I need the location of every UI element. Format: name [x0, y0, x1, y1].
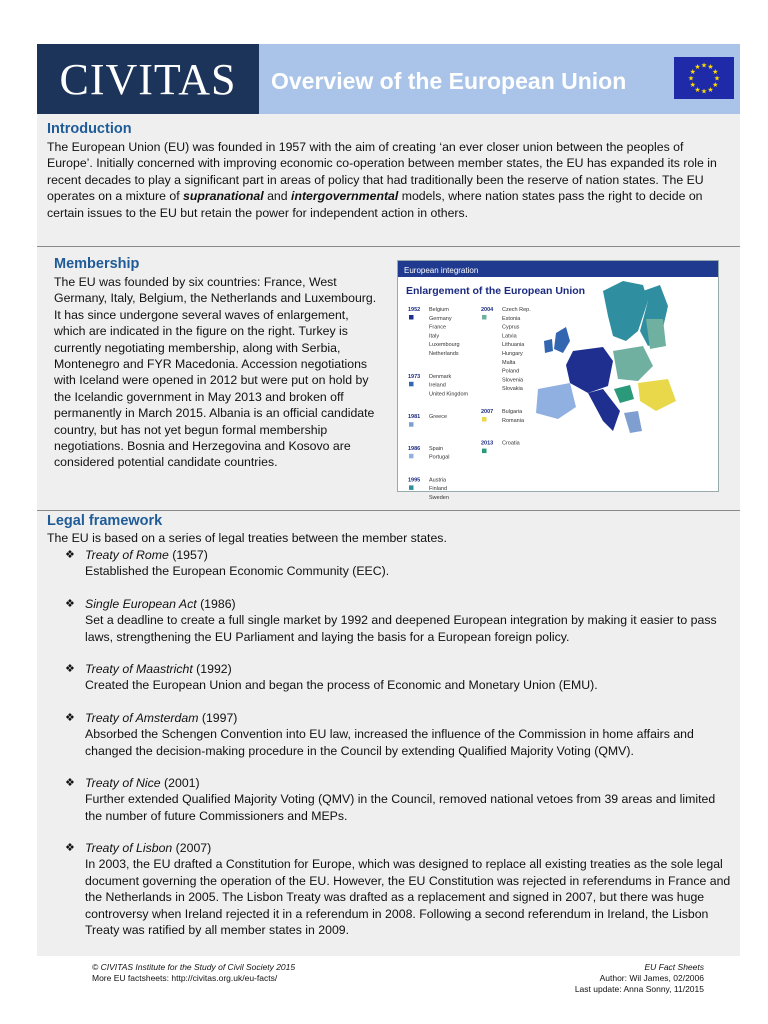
- last-update-line: Last update: Anna Sonny, 11/2015: [574, 984, 704, 994]
- treaty-description: In 2003, the EU drafted a Constitution for Europe, which was designed to replace all existing treaties as the sole legal document governing the operation of the EU. However, the EU Constitution was rejected in referendums in France and the Netherlands in 2005. The Lisbon Treaty was drafted as a replacement and signed in 2007, but there was huge controversy when Ireland rejected it in a referendum in 2008. Following a second referendum in Ireland, the Lisbon Treaty was ratified by all member states in 2009.: [85, 857, 731, 938]
- legend-country: Lithuania: [502, 342, 525, 349]
- legend-swatch: [482, 449, 487, 454]
- factsheet-page: [37, 44, 740, 956]
- enlargement-map: [398, 261, 718, 501]
- map-title: Enlargement of the European Union: [406, 285, 586, 297]
- membership-text: The EU was founded by six countries: France, West Germany, Italy, Belgium, the Netherlands and Luxembourg. It has since undergone several waves of enlargement, which are indicated in the figure on the right. Turkey is currently negotiating membership, along with Serbia, Montenegro and FYR Macedonia. Accession negotiations with Iceland were opened in 2012 but were put on hold by the Icelandic government in May 2013 and broken off permanently in March 2015. Albania is an official candidate country, but has not yet begun formal membership negotiations. Bosnia and Herzegovina and Kosovo are considered potential candidate countries.: [54, 275, 377, 470]
- legend-year: 2004: [481, 307, 494, 313]
- legend-swatch: [409, 382, 414, 387]
- legend-country: United Kingdom: [429, 391, 469, 398]
- treaty-description: Absorbed the Schengen Convention into EU law, increased the influence of the Commission in home affairs and changed the decision-making procedure in the Council by extending Qualified Majority Voting (QMV).: [85, 727, 694, 758]
- legend-country: France: [429, 324, 447, 331]
- factsheets-link[interactable]: More EU factsheets: http://civitas.org.uk/eu-facts/: [92, 973, 278, 983]
- logo-text: CIVITAS: [59, 55, 237, 104]
- legend-country: Malta: [502, 359, 516, 366]
- legend-country: Spain: [429, 445, 444, 452]
- flag-star-icon: ★: [689, 82, 696, 89]
- europe-map-shapes: [536, 281, 676, 433]
- flag-star-icon: ★: [707, 86, 714, 94]
- legend-country: Germany: [429, 315, 452, 322]
- flag-star-icon: ★: [700, 62, 708, 70]
- legal-intro: The EU is based on a series of legal treaties between the member states.: [47, 531, 447, 545]
- legend-year: 1986: [408, 445, 421, 452]
- flag-star-icon: ★: [713, 75, 721, 83]
- legend-country: Sweden: [429, 495, 449, 501]
- treaty-item: ❖ Treaty of Maastricht (1992) Created the European Union and began the process of Economic and Monetary Union (EMU).: [85, 661, 735, 694]
- legend-year: 1995: [408, 477, 421, 484]
- legend-year: 2007: [481, 409, 494, 415]
- map-core: [566, 347, 613, 393]
- legend-country: Portugal: [429, 454, 450, 461]
- map-legend: [408, 307, 531, 501]
- header-banner: [37, 44, 740, 114]
- treaty-item: ❖ Treaty of Nice (2001) Further extended Qualified Majority Voting (QMV) in the Council, removed national vetoes from 39 areas and limited the number of future Commissioners and MEPs.: [85, 775, 735, 824]
- legend-year: 2013: [481, 440, 494, 447]
- map-ro-bg: [638, 379, 676, 411]
- treaty-description: Set a deadline to create a full single market by 1992 and deepened European integration by making it easier to pass laws, strengthening the EU Parliament and laying the basis for a European foreign policy.: [85, 613, 717, 644]
- treaty-item: ❖ Treaty of Rome (1957) Established the European Economic Community (EEC).: [85, 547, 735, 580]
- legend-year: 1973: [408, 373, 421, 380]
- legend-swatch: [482, 315, 487, 320]
- copyright-text: © CIVITAS Institute for the Study of Civil Society 2015: [92, 962, 296, 972]
- legend-country: Romania: [502, 417, 525, 424]
- legend-swatch: [409, 485, 414, 490]
- diamond-bullet-icon: ❖: [65, 842, 75, 854]
- legend-swatch: [409, 454, 414, 459]
- footer-right: [575, 962, 704, 995]
- treaty-item: ❖ Treaty of Amsterdam (1997) Absorbed the Schengen Convention into EU law, increased the influence of the Commission in home affairs and changed the decision-making procedure in the Council by extending Qualified Majority Voting (QMV).: [85, 710, 735, 759]
- flag-star-icon: ★: [712, 69, 719, 76]
- flag-star-icon: ★: [689, 69, 696, 76]
- legend-country: Croatia: [502, 440, 520, 447]
- legend-country: Estonia: [502, 315, 521, 322]
- series-name: EU Fact Sheets: [644, 962, 704, 972]
- page-title: Overview of the European Union: [271, 68, 627, 94]
- map-central-east: [613, 346, 653, 381]
- map-croatia: [614, 385, 634, 403]
- treaty-name: Single European Act: [85, 597, 197, 611]
- legend-country: Czech Rep.: [502, 307, 531, 313]
- treaty-description: Established the European Economic Community (EEC).: [85, 564, 390, 579]
- legend-country: Hungary: [502, 351, 523, 357]
- legend-country: Greece: [429, 414, 448, 421]
- map-banner-text: European integration: [404, 266, 479, 275]
- flag-star-icon: ★: [694, 64, 701, 72]
- eu-flag-icon: [674, 57, 734, 99]
- treaty-item: ❖ Treaty of Lisbon (2007) In 2003, the EU drafted a Constitution for Europe, which was designed to replace all existing treaties as the sole legal document governing the operation of the EU. However, the EU Constitution was rejected in referendums in France and the Netherlands in 2005. The Lisbon Treaty was drafted as a replacement and signed in 2007, but there was huge controversy when Ireland rejected it in a referendum in 2008. Following a second referendum in Ireland, the Lisbon Treaty was ratified by all member states in 2009.: [85, 840, 735, 938]
- enlargement-map-figure: [397, 260, 719, 501]
- introduction-text: The European Union (EU) was founded in 1957 with the aim of creating ‘an ever closer union between the peoples of Europe’. Initially concerned with improving economic co-operation between member states, the EU has expanded its role in recent decades to play a significant part in areas of policy that had traditionally been the reserve of nation states. The EU operates on a mixture of supranational and intergovernmental models, where nation states pass the right to decide on certain issues to the EU but retain the power for independent action in others.: [47, 140, 717, 220]
- map-greece: [624, 411, 642, 433]
- legend-country: Slovenia: [502, 377, 524, 384]
- legend-swatch: [409, 422, 414, 427]
- legend-swatch: [482, 417, 487, 422]
- introduction-heading: Introduction: [47, 121, 132, 137]
- map-uk: [554, 327, 570, 353]
- legend-country: Ireland: [429, 382, 446, 389]
- divider: [37, 510, 740, 511]
- divider: [37, 246, 740, 247]
- legend-country: Luxembourg: [429, 342, 460, 349]
- diamond-bullet-icon: ❖: [65, 777, 75, 789]
- term-supranational: supranational: [183, 189, 264, 204]
- membership-heading: Membership: [54, 256, 140, 272]
- term-intergovernmental: intergovernmental: [291, 189, 399, 204]
- legend-country: Slovakia: [502, 386, 523, 393]
- flag-star-icon: ★: [694, 86, 701, 94]
- treaty-name: Treaty of Lisbon: [85, 841, 173, 855]
- legend-year: 1981: [408, 414, 421, 421]
- map-italy: [588, 389, 620, 431]
- treaty-description: Further extended Qualified Majority Voting (QMV) in the Council, removed national vetoes from 39 areas and limited the number of future Commissioners and MEPs.: [85, 792, 716, 823]
- legend-country: Latvia: [502, 333, 517, 340]
- treaty-name: Treaty of Rome: [85, 548, 169, 562]
- legend-country: Netherlands: [429, 351, 459, 357]
- legend-country: Finland: [429, 486, 448, 493]
- flag-star-icon: ★: [687, 75, 695, 83]
- legend-swatch: [409, 315, 414, 320]
- flag-star-icon: ★: [700, 88, 708, 96]
- legend-country: Austria: [429, 477, 447, 484]
- legend-country: Poland: [502, 368, 520, 375]
- treaty-name: Treaty of Maastricht: [85, 662, 193, 676]
- treaty-name: Treaty of Nice: [85, 776, 161, 790]
- legal-framework-heading: Legal framework: [47, 513, 163, 529]
- author-line: Author: Wil James, 02/2006: [599, 973, 704, 983]
- footer-left: [92, 962, 295, 984]
- treaty-description: Created the European Union and began the process of Economic and Monetary Union (EMU).: [85, 678, 598, 693]
- legend-country: Italy: [429, 333, 440, 340]
- treaty-name: Treaty of Amsterdam: [85, 711, 199, 725]
- diamond-bullet-icon: ❖: [65, 663, 75, 675]
- diamond-bullet-icon: ❖: [65, 598, 75, 610]
- legend-year: 1952: [408, 307, 421, 313]
- diamond-bullet-icon: ❖: [65, 549, 75, 561]
- diamond-bullet-icon: ❖: [65, 712, 75, 724]
- flag-star-icon: ★: [707, 64, 714, 72]
- map-ireland: [544, 339, 553, 353]
- legend-country: Bulgaria: [502, 409, 523, 415]
- civitas-logo: [37, 44, 259, 114]
- treaty-item: ❖ Single European Act (1986) Set a deadline to create a full single market by 1992 and deepened European integration by making it easier to pass laws, strengthening the EU Parliament and laying the basis for a European foreign policy.: [85, 596, 735, 645]
- legend-country: Belgium: [429, 307, 449, 313]
- map-iberia: [536, 383, 576, 419]
- legend-country: Cyprus: [502, 324, 520, 331]
- legend-country: Denmark: [429, 373, 452, 380]
- flag-star-icon: ★: [712, 82, 719, 89]
